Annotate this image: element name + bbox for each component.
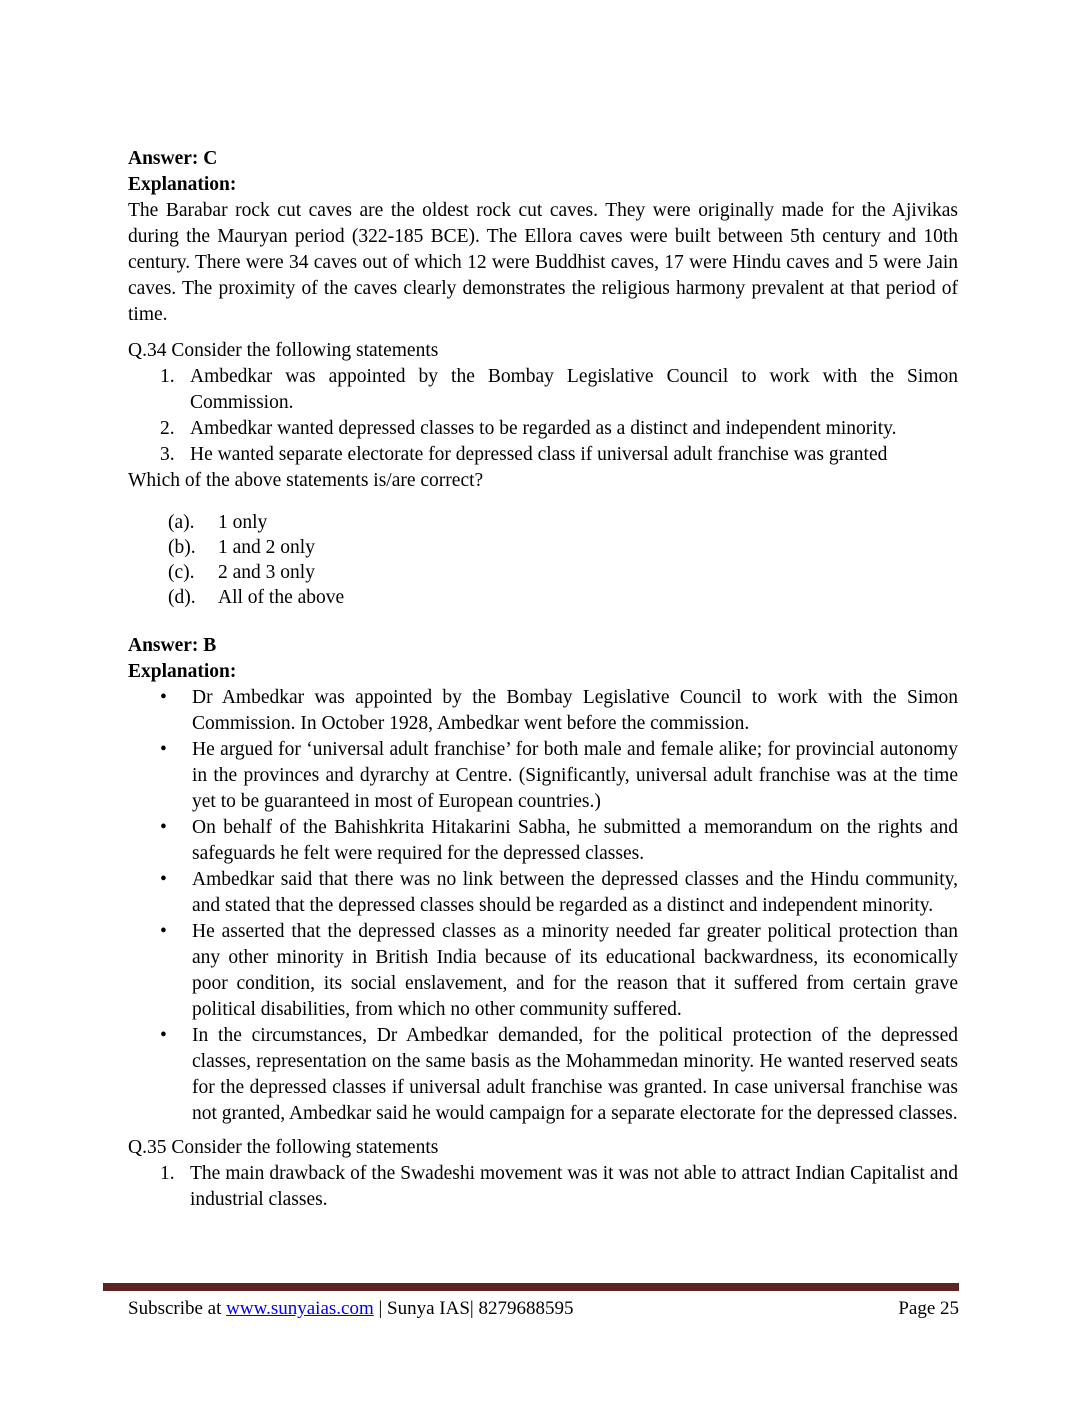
bullet-icon [160,867,192,919]
question-title: Q.34 Consider the following statements [128,340,439,361]
option-key: (b). [168,537,196,558]
statements-list [128,1161,958,1213]
footer-rule [103,1283,959,1291]
bullet-icon [160,919,192,1023]
bullet-text: He argued for ‘universal adult franchise’ for both male and female alike; for provincial autonomy in the provinces and dyrarchy at Centre. (Significantly, universal adult franchise was at the time yet to be guaranteed in most of European countries.) [192,739,958,812]
bullet-icon [160,1023,192,1127]
question-35 [128,1135,958,1213]
bullet-text: Dr Ambedkar was appointed by the Bombay Legislative Council to work with the Simon Commission. In October 1928, Ambedkar went before the commission. [192,687,958,734]
bullet-icon [160,737,192,815]
option-key: (a). [168,512,195,533]
answer-label: Answer: C [128,148,218,169]
option-key: (d). [168,587,196,608]
page-number: Page 25 [898,1298,959,1319]
option-item [128,535,958,560]
bullet-item [128,737,958,815]
page-footer [103,1283,959,1321]
option-text: 2 and 3 only [218,562,315,583]
footer-website-link[interactable]: www.sunyaias.com [226,1298,374,1319]
bullet-item [128,919,958,1023]
question-prompt: Which of the above statements is/are correct? [128,470,484,491]
bullet-item [128,1023,958,1127]
statement-item [128,442,958,468]
bullet-item [128,685,958,737]
bullet-text: In the circumstances, Dr Ambedkar demanded, for the political protection of the depressed classes, representation on the same basis as the Mohammedan minority. He wanted reserved seats for the depressed classes if universal adult franchise was granted. In case universal franchise was not granted, Ambedkar said he would campaign for a separate electorate for the depressed classes. [192,1025,958,1124]
statement-text: The main drawback of the Swadeshi movement was it was not able to attract Indian Capitalist and industrial classes. [190,1163,958,1210]
question-title: Q.35 Consider the following statements [128,1137,439,1158]
option-text: All of the above [218,587,345,608]
bullet-icon [160,685,192,737]
option-item [128,560,958,585]
footer-prefix: Subscribe at [128,1298,227,1319]
bullet-text: He asserted that the depressed classes as a minority needed far greater political protection than any other minority in British India because of its educational backwardness, its economically poor condition, its social enslavement, and for the reason that it suffered from certain grave political disabilities, from which no other community suffered. [192,921,958,1020]
answer-block-c [128,146,958,328]
statement-number: 3. [160,444,175,465]
option-item [128,510,958,535]
statement-item [128,1161,958,1213]
bullet-text: On behalf of the Bahishkrita Hitakarini Sabha, he submitted a memorandum on the rights and safeguards he felt were required for the depressed classes. [192,817,958,864]
option-item [128,585,958,610]
bullet-icon [160,815,192,867]
answer-block-b [128,633,958,1127]
footer-suffix: | Sunya IAS| 8279688595 [373,1298,574,1319]
option-key: (c). [168,562,195,583]
explanation-bullets [128,685,958,1127]
options-list [128,510,958,610]
statement-number: 1. [160,1163,175,1184]
bullet-item [128,867,958,919]
statement-item [128,364,958,416]
bullet-item [128,815,958,867]
bullet-text: Ambedkar said that there was no link between the depressed classes and the Hindu community, and stated that the depressed classes should be regarded as a distinct and independent minority. [192,869,958,916]
statements-list [128,364,958,468]
statement-text: He wanted separate electorate for depressed class if universal adult franchise was granted [190,444,888,465]
explanation-paragraph: The Barabar rock cut caves are the oldest rock cut caves. They were originally made for the Ajivikas during the Mauryan period (322-185 BCE). The Ellora caves were built between 5th century and 10th century. There were 34 caves out of which 12 were Buddhist caves, 17 were Hindu caves and 5 were Jain caves. The proximity of the caves clearly demonstrates the religious harmony prevalent at that period of time. [128,200,958,325]
statement-text: Ambedkar was appointed by the Bombay Legislative Council to work with the Simon Commission. [190,366,958,413]
statement-text: Ambedkar wanted depressed classes to be regarded as a distinct and independent minority. [190,418,897,439]
option-text: 1 only [218,512,268,533]
statement-item [128,416,958,442]
footer-subscribe-text [128,1296,573,1321]
explanation-label: Explanation: [128,174,237,195]
option-text: 1 and 2 only [218,537,315,558]
explanation-label: Explanation: [128,661,237,682]
statement-number: 2. [160,418,175,439]
statement-number: 1. [160,366,175,387]
question-34 [128,338,958,610]
answer-label: Answer: B [128,635,217,656]
